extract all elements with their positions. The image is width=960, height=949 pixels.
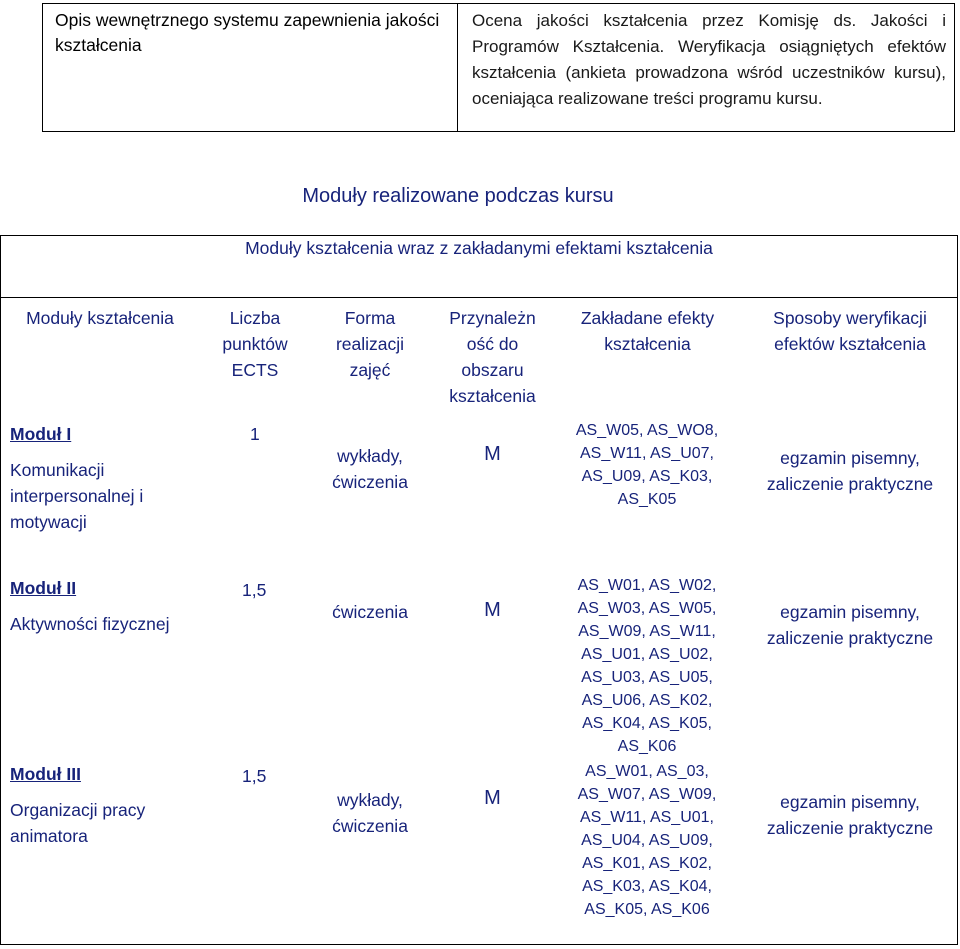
quality-system-table bbox=[42, 3, 955, 132]
module-1-title: Moduł I bbox=[10, 424, 72, 444]
module-1-form: wykłady, ćwiczenia bbox=[332, 446, 408, 492]
module-2-effects: AS_W01, AS_W02, AS_W03, AS_W05, AS_W09, AS_W11, AS_U01, AS_U02, AS_U03, AS_U05, AS_U06, AS_K02, AS_K04, AS_K05, AS_K06 bbox=[577, 577, 717, 755]
module-2-title: Moduł II bbox=[10, 578, 77, 598]
header-effects: Zakładane efekty kształcenia bbox=[580, 308, 715, 354]
quality-system-description: Ocena jakości kształcenia przez Komisję ds. Jakości i Programów Kształcenia. Weryfikacja osiągniętych efektów kształcenia (ankieta prowadzona wśród uczestników kursu), oceniająca realizowane treści programu kursu. bbox=[472, 11, 946, 108]
module-2-cell bbox=[10, 575, 200, 637]
quality-system-label: Opis wewnętrznego systemu zapewnienia jakości kształcenia bbox=[43, 4, 458, 131]
module-1-area: M bbox=[484, 443, 501, 465]
module-1-effects: AS_W05, AS_WO8, AS_W11, AS_U07, AS_U09, AS_K03, AS_K05 bbox=[575, 422, 719, 508]
module-2-name: Aktywności fizycznej bbox=[10, 614, 170, 634]
module-3-name: Organizacji pracy animatora bbox=[10, 800, 146, 846]
module-1-name: Komunikacji interpersonalnej i motywacji bbox=[10, 460, 144, 532]
module-3-title: Moduł III bbox=[10, 764, 81, 784]
header-verification: Sposoby weryfikacji efektów kształcenia bbox=[773, 308, 927, 354]
module-1-verification: egzamin pisemny, zaliczenie praktyczne bbox=[766, 448, 934, 494]
header-area: Przynależn ość do obszaru kształcenia bbox=[449, 308, 536, 406]
module-2-verification: egzamin pisemny, zaliczenie praktyczne bbox=[766, 602, 934, 648]
module-2-area: M bbox=[484, 599, 501, 621]
module-3-ects: 1,5 bbox=[242, 766, 267, 786]
module-3-verification: egzamin pisemny, zaliczenie praktyczne bbox=[766, 792, 934, 838]
module-3-cell bbox=[10, 761, 200, 849]
module-3-effects: AS_W01, AS_03, AS_W07, AS_W09, AS_W11, AS_U01, AS_U04, AS_U09, AS_K01, AS_K02, AS_K03, AS_K04, AS_K05, AS_K06 bbox=[577, 763, 717, 918]
module-1-ects: 1 bbox=[250, 424, 260, 444]
section-title: Moduły realizowane podczas kursu bbox=[302, 185, 614, 207]
module-3-form: wykłady, ćwiczenia bbox=[332, 790, 408, 836]
header-ects: Liczba punktów ECTS bbox=[222, 308, 288, 380]
module-1-cell bbox=[10, 421, 200, 535]
module-2-ects: 1,5 bbox=[242, 580, 267, 600]
module-2-form: ćwiczenia bbox=[332, 602, 408, 622]
module-3-area: M bbox=[484, 787, 501, 809]
header-modules: Moduły kształcenia bbox=[26, 308, 174, 328]
table-title: Moduły kształcenia wraz z zakładanymi efektami kształcenia bbox=[245, 238, 713, 258]
header-form: Forma realizacji zajęć bbox=[335, 308, 405, 380]
